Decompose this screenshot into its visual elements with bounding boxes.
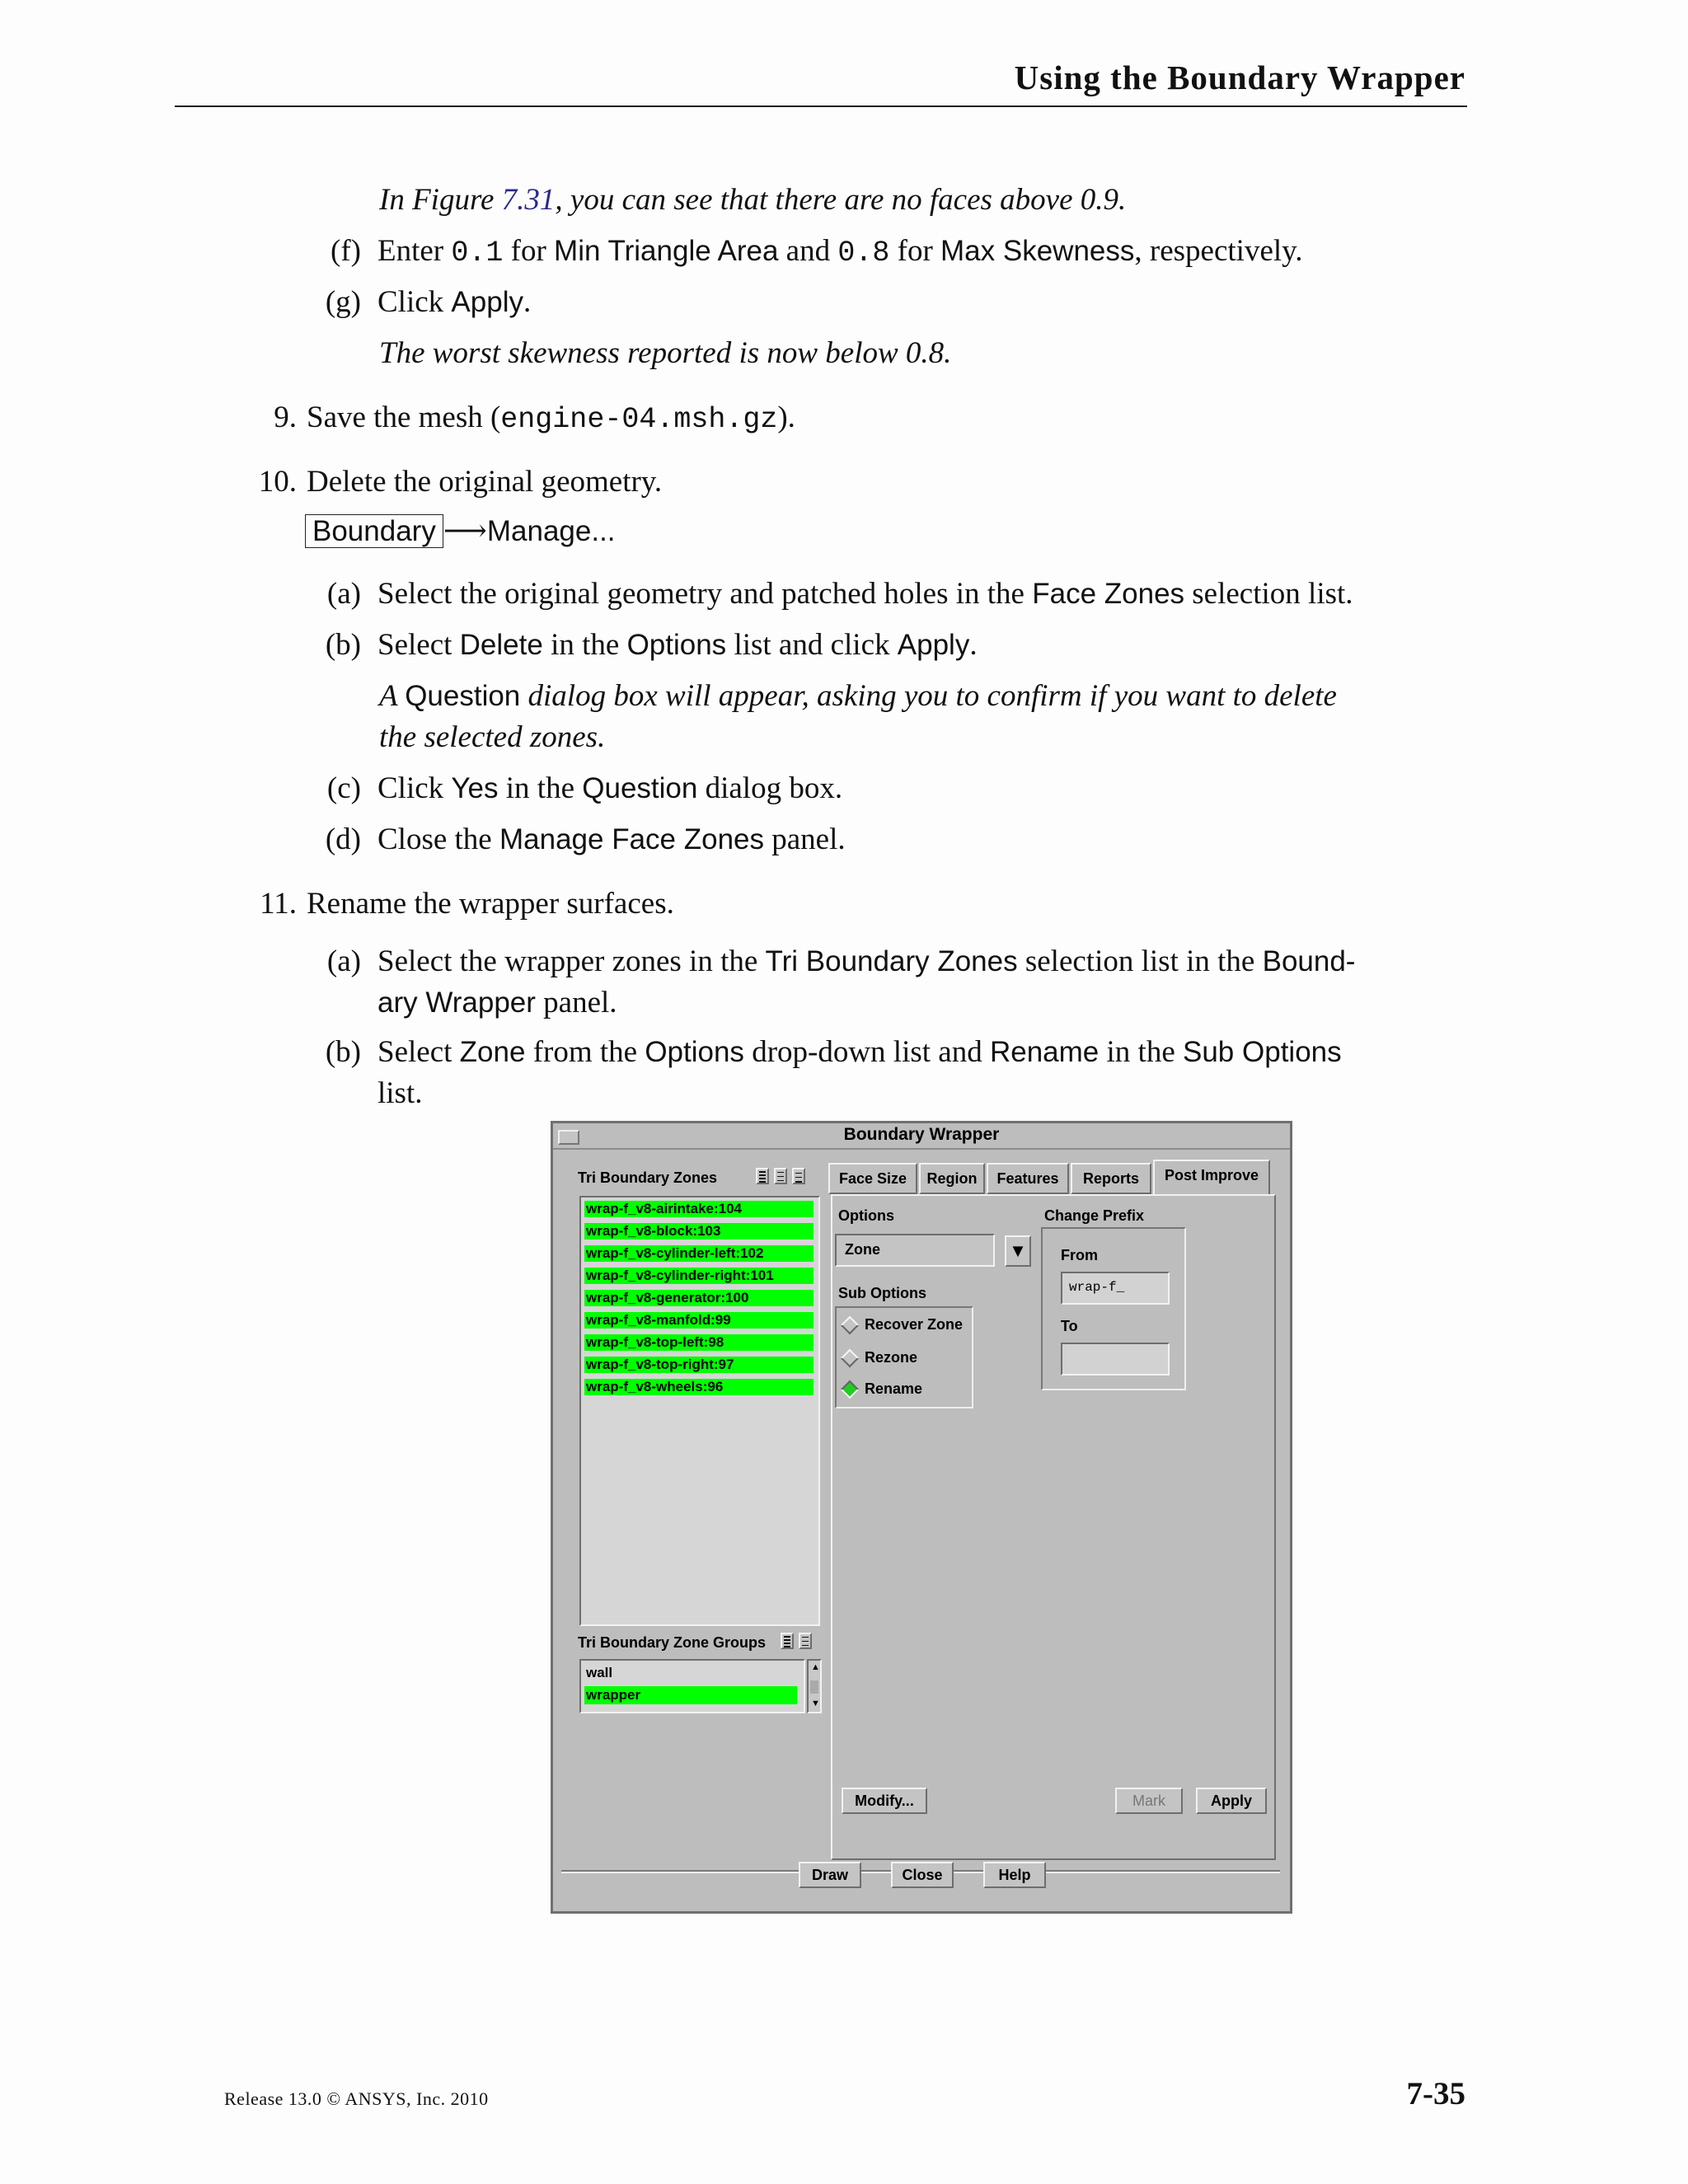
radio-selected-icon <box>841 1380 860 1399</box>
apply-button[interactable]: Apply <box>1196 1788 1267 1814</box>
step-10a: (a) Select the original geometry and patched holes in the Face Zones selection list. <box>326 577 1353 611</box>
running-head: Using the Boundary Wrapper <box>1014 59 1465 96</box>
tri-boundary-zone-groups-list[interactable] <box>579 1659 805 1713</box>
tab-region[interactable]: Region <box>919 1163 985 1194</box>
scroll-thumb[interactable] <box>810 1680 818 1694</box>
to-label: To <box>1061 1318 1078 1334</box>
radio-icon <box>841 1316 860 1335</box>
options-label: Options <box>838 1207 894 1224</box>
group-list-item[interactable]: wrapper <box>584 1686 797 1704</box>
dialog-title: Boundary Wrapper <box>843 1125 1000 1144</box>
tri-boundary-zones-list[interactable] <box>579 1196 820 1626</box>
step-11b-cont: list. <box>377 1076 423 1110</box>
scroll-up-icon[interactable]: ▲ <box>811 1662 820 1672</box>
tab-features[interactable]: Features <box>987 1163 1069 1194</box>
step-11a-cont: ary Wrapper panel. <box>377 986 617 1019</box>
zone-list-item[interactable]: wrap-f_v8-cylinder-left:102 <box>584 1245 814 1262</box>
zone-list-item[interactable]: wrap-f_v8-top-right:97 <box>584 1357 814 1373</box>
close-button[interactable]: Close <box>891 1862 954 1888</box>
zone-list-item[interactable]: wrap-f_v8-cylinder-right:101 <box>584 1268 814 1284</box>
manage-menu-item[interactable]: Manage... <box>486 515 616 547</box>
step-11b: (b) Select Zone from the Options drop-down list and Rename in the Sub Options <box>325 1035 1342 1069</box>
step-10: 10. Delete the original geometry. <box>258 465 663 499</box>
filter-icon[interactable] <box>792 1168 805 1184</box>
help-button[interactable]: Help <box>983 1862 1046 1888</box>
zone-list-item[interactable]: wrap-f_v8-top-left:98 <box>584 1334 814 1351</box>
from-input[interactable]: wrap-f_ <box>1061 1272 1170 1305</box>
zones-label: Tri Boundary Zones <box>578 1169 718 1186</box>
group-deselect-all-icon[interactable] <box>799 1633 812 1649</box>
groups-label: Tri Boundary Zone Groups <box>578 1634 767 1651</box>
radio-recover-zone[interactable]: Recover Zone <box>843 1316 963 1333</box>
step-f: (f) Enter 0.1 for Min Triangle Area and 0.8 for Max Skewness, respectively. <box>331 234 1303 269</box>
zone-list-item[interactable]: wrap-f_v8-block:103 <box>584 1223 814 1240</box>
to-input[interactable] <box>1061 1343 1170 1376</box>
tab-reports[interactable]: Reports <box>1071 1163 1151 1194</box>
zone-list-item[interactable]: wrap-f_v8-manfold:99 <box>584 1312 814 1329</box>
step-g-note: The worst skewness reported is now below 0.8. <box>379 336 952 370</box>
menu-path: Boundary ⟶Manage... <box>305 511 616 552</box>
dialog-title-bar <box>553 1123 1290 1150</box>
step-11: 11. Rename the wrapper surfaces. <box>260 887 674 921</box>
step-g: (g) Click Apply. <box>325 285 532 319</box>
zone-list-item[interactable]: wrap-f_v8-airintake:104 <box>584 1201 814 1217</box>
header-rule <box>175 105 1467 107</box>
step-10b-note: A Question dialog box will appear, asking you to confirm if you want to delete <box>379 679 1337 713</box>
footer-release: Release 13.0 © ANSYS, Inc. 2010 <box>224 2088 489 2109</box>
change-prefix-label: Change Prefix <box>1044 1207 1145 1224</box>
select-all-icon[interactable] <box>756 1168 769 1184</box>
tab-post-improve[interactable]: Post Improve <box>1153 1160 1270 1196</box>
boundary-wrapper-dialog <box>551 1121 1292 1914</box>
step-11a: (a) Select the wrapper zones in the Tri Boundary Zones selection list in the Bound- <box>326 944 1356 978</box>
radio-rezone[interactable]: Rezone <box>843 1349 917 1366</box>
step-10c: (c) Click Yes in the Question dialog box. <box>326 771 843 805</box>
zone-list-item[interactable]: wrap-f_v8-generator:100 <box>584 1290 814 1306</box>
step-10b: (b) Select Delete in the Options list and click Apply. <box>325 628 978 662</box>
deselect-all-icon[interactable] <box>774 1168 787 1184</box>
page-number: 7-35 <box>1406 2076 1465 2111</box>
radio-rename[interactable]: Rename <box>843 1380 922 1398</box>
from-label: From <box>1061 1247 1098 1263</box>
group-list-item[interactable]: wall <box>586 1665 613 1680</box>
groups-scrollbar[interactable] <box>807 1659 822 1713</box>
sub-options-group <box>835 1306 973 1408</box>
mark-button[interactable]: Mark <box>1115 1788 1183 1814</box>
figure-note: In Figure 7.31, you can see that there are no faces above 0.9. <box>379 183 1127 217</box>
change-prefix-group <box>1041 1227 1186 1390</box>
figure-link[interactable]: 7.31 <box>501 183 556 217</box>
radio-icon <box>841 1349 860 1368</box>
step-9: 9. Save the mesh (engine-04.msh.gz). <box>274 401 795 436</box>
tab-face-size[interactable]: Face Size <box>828 1163 917 1194</box>
sub-options-label: Sub Options <box>838 1285 926 1301</box>
step-10b-note-cont: the selected zones. <box>379 720 606 754</box>
modify-button[interactable]: Modify... <box>842 1788 927 1814</box>
zone-list-item[interactable]: wrap-f_v8-wheels:96 <box>584 1379 814 1395</box>
step-10d: (d) Close the Manage Face Zones panel. <box>325 823 846 856</box>
group-select-all-icon[interactable] <box>781 1633 794 1649</box>
scroll-down-icon[interactable]: ▼ <box>811 1699 820 1708</box>
draw-button[interactable]: Draw <box>799 1862 861 1888</box>
dropdown-arrow-icon[interactable]: ▼ <box>1005 1235 1031 1267</box>
boundary-menu[interactable]: Boundary <box>305 514 443 548</box>
options-dropdown[interactable]: Zone <box>835 1234 995 1267</box>
